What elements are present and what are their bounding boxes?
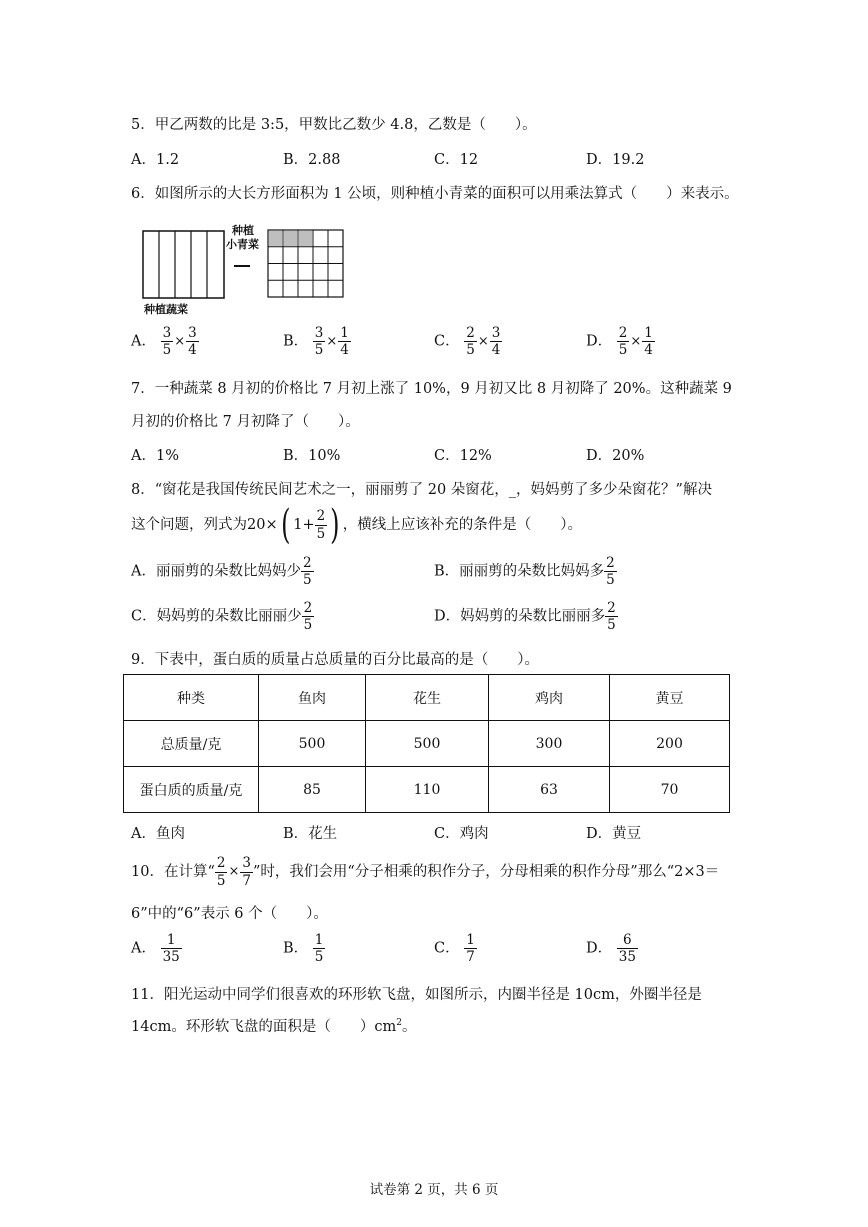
table-cell: 500 bbox=[366, 721, 489, 767]
q10-stem-line2: 6”中的“6”表示 6 个（ ）。 bbox=[131, 906, 328, 922]
q7-option-d[interactable]: D．20% bbox=[586, 448, 645, 464]
q7-option-b[interactable]: B．10% bbox=[283, 448, 341, 464]
q6-option-c[interactable]: C． $\frac{2}{5}$ × $\frac{3}{4}$ bbox=[434, 325, 501, 359]
q9-option-c[interactable]: C．鸡肉 bbox=[434, 826, 489, 842]
fraction: $\frac{1}{35}$ bbox=[162, 932, 180, 966]
fraction: $\frac{2}{5}$ bbox=[466, 325, 475, 359]
q8-option-b[interactable]: B．丽丽剪的朵数比妈妈多 $\frac{2}{5}$ bbox=[434, 555, 615, 589]
q5-option-c[interactable]: C．12 bbox=[434, 152, 479, 168]
table-cell: 110 bbox=[366, 767, 489, 813]
table-header-row bbox=[124, 675, 730, 721]
q11-stem-line2: 14cm。环形软飞盘的面积是（ ）$cm^2$。 bbox=[131, 1018, 417, 1035]
q5-option-b[interactable]: B．2.88 bbox=[283, 152, 341, 168]
q7-stem-line1: 7．一种蔬菜 8 月初的价格比 7 月初上涨了 10%，9 月初又比 8 月初降了 20%。这种蔬菜 9 bbox=[131, 381, 732, 397]
diagram-label-bottom: 种植蔬菜 bbox=[144, 303, 188, 316]
q8-option-a[interactable]: A．丽丽剪的朵数比妈妈少 $\frac{2}{5}$ bbox=[131, 555, 312, 589]
q10-option-b[interactable]: B． $\frac{1}{5}$ bbox=[283, 932, 324, 966]
table-cell: 63 bbox=[489, 767, 610, 813]
q8-expression: 20×( 1+ $\frac{2}{5}$ ) bbox=[247, 502, 340, 548]
fraction: $\frac{3}{4}$ bbox=[188, 325, 197, 359]
table-cell: 蛋白质的质量/克 bbox=[124, 767, 259, 813]
fraction: $\frac{2}{5}$ bbox=[316, 508, 326, 542]
q6-option-b[interactable]: B． $\frac{3}{5}$ × $\frac{1}{4}$ bbox=[283, 325, 349, 359]
q8-stem-line2: 这个问题，列式为20×( 1+ $\frac{2}{5}$ ) ，横线上应该补充的条件是（ ）。 bbox=[131, 502, 583, 548]
q6-stem: 6．如图所示的大长方形面积为 1 公顷，则种植小青菜的面积可以用乘法算式（ ）来表示。 bbox=[131, 186, 739, 202]
q6-option-a[interactable]: A． $\frac{3}{5}$ × $\frac{3}{4}$ bbox=[131, 325, 197, 359]
table-header-cell: 花生 bbox=[366, 675, 489, 721]
table-row bbox=[124, 721, 730, 767]
fraction: $\frac{2}{5}$ bbox=[303, 600, 313, 634]
fraction: $\frac{2}{5}$ bbox=[606, 555, 615, 589]
table-cell: 70 bbox=[610, 767, 730, 813]
fraction: $\frac{1}{4}$ bbox=[340, 325, 349, 359]
q5-option-a[interactable]: A．1.2 bbox=[131, 152, 180, 168]
q10-option-a[interactable]: A． $\frac{1}{35}$ bbox=[131, 932, 180, 966]
q10-stem-line1: 10．在计算“ $\frac{2}{5}$ × $\frac{3}{7}$ ”时，我们会用“分子相乘的积作分子，分母相乘的积作分母”那么“2×3＝ bbox=[131, 855, 720, 889]
fraction: $\frac{2}{5}$ bbox=[607, 600, 616, 634]
fraction: $\frac{2}{5}$ bbox=[302, 555, 312, 589]
fraction: $\frac{3}{4}$ bbox=[491, 325, 501, 359]
q6-option-d[interactable]: D． $\frac{2}{5}$ × $\frac{1}{4}$ bbox=[586, 325, 653, 359]
diagram-label-top-1: 种植 bbox=[232, 224, 254, 237]
q9-stem: 9．下表中，蛋白质的质量占总质量的百分比最高的是（ ）。 bbox=[131, 652, 539, 668]
page-footer: 试卷第 2 页，共 6 页 bbox=[369, 1182, 499, 1198]
fraction: $\frac{2}{5}$ bbox=[618, 325, 628, 359]
table-header-cell: 鸡肉 bbox=[489, 675, 610, 721]
q7-option-a[interactable]: A．1% bbox=[131, 448, 179, 464]
q9-option-b[interactable]: B．花生 bbox=[283, 826, 338, 842]
q11-stem-line1: 11．阳光运动中同学们很喜欢的环形软飞盘，如图所示，内圈半径是 10cm，外圈半径是 bbox=[131, 987, 702, 1003]
q7-stem-line2: 月初的价格比 7 月初降了（ ）。 bbox=[131, 414, 360, 430]
q8-option-d[interactable]: D．妈妈剪的朵数比丽丽多 $\frac{2}{5}$ bbox=[434, 600, 616, 634]
fraction: $\frac{2}{5}$ bbox=[216, 855, 226, 889]
table-header-cell: 种类 bbox=[124, 675, 259, 721]
fraction: $\frac{3}{7}$ bbox=[242, 855, 251, 889]
q6-figure bbox=[140, 222, 355, 320]
table-cell: 300 bbox=[489, 721, 610, 767]
fraction: $\frac{3}{5}$ bbox=[162, 325, 172, 359]
q5-stem: 5．甲乙两数的比是 3:5，甲数比乙数少 4.8，乙数是（ ）。 bbox=[131, 117, 537, 133]
protein-table bbox=[123, 674, 730, 813]
q10-option-d[interactable]: D． $\frac{6}{35}$ bbox=[586, 932, 636, 966]
fraction: $\frac{3}{5}$ bbox=[314, 325, 324, 359]
table-cell: 总质量/克 bbox=[124, 721, 259, 767]
table-row bbox=[124, 767, 730, 813]
q10-option-c[interactable]: C． $\frac{1}{7}$ bbox=[434, 932, 475, 966]
q7-option-c[interactable]: C．12% bbox=[434, 448, 492, 464]
diagram-label-top-2: 小青菜 bbox=[226, 238, 259, 251]
q8-option-c[interactable]: C．妈妈剪的朵数比丽丽少 $\frac{2}{5}$ bbox=[131, 600, 313, 634]
fraction: $\frac{1}{5}$ bbox=[314, 932, 324, 966]
q9-option-d[interactable]: D．黄豆 bbox=[586, 826, 642, 842]
table-header-cell: 黄豆 bbox=[610, 675, 730, 721]
q9-option-a[interactable]: A．鱼肉 bbox=[131, 826, 185, 842]
table-header-cell: 鱼肉 bbox=[259, 675, 366, 721]
q5-option-d[interactable]: D．19.2 bbox=[586, 152, 645, 168]
table-cell: 200 bbox=[610, 721, 730, 767]
table-cell: 500 bbox=[259, 721, 366, 767]
fraction: $\frac{6}{35}$ bbox=[618, 932, 636, 966]
table-cell: 85 bbox=[259, 767, 366, 813]
fraction: $\frac{1}{7}$ bbox=[466, 932, 475, 966]
q8-stem-line1: 8．“窗花是我国传统民间艺术之一，丽丽剪了 20 朵窗花，_，妈妈剪了多少朵窗花？”解决 bbox=[131, 482, 712, 498]
fraction: $\frac{1}{4}$ bbox=[644, 325, 653, 359]
